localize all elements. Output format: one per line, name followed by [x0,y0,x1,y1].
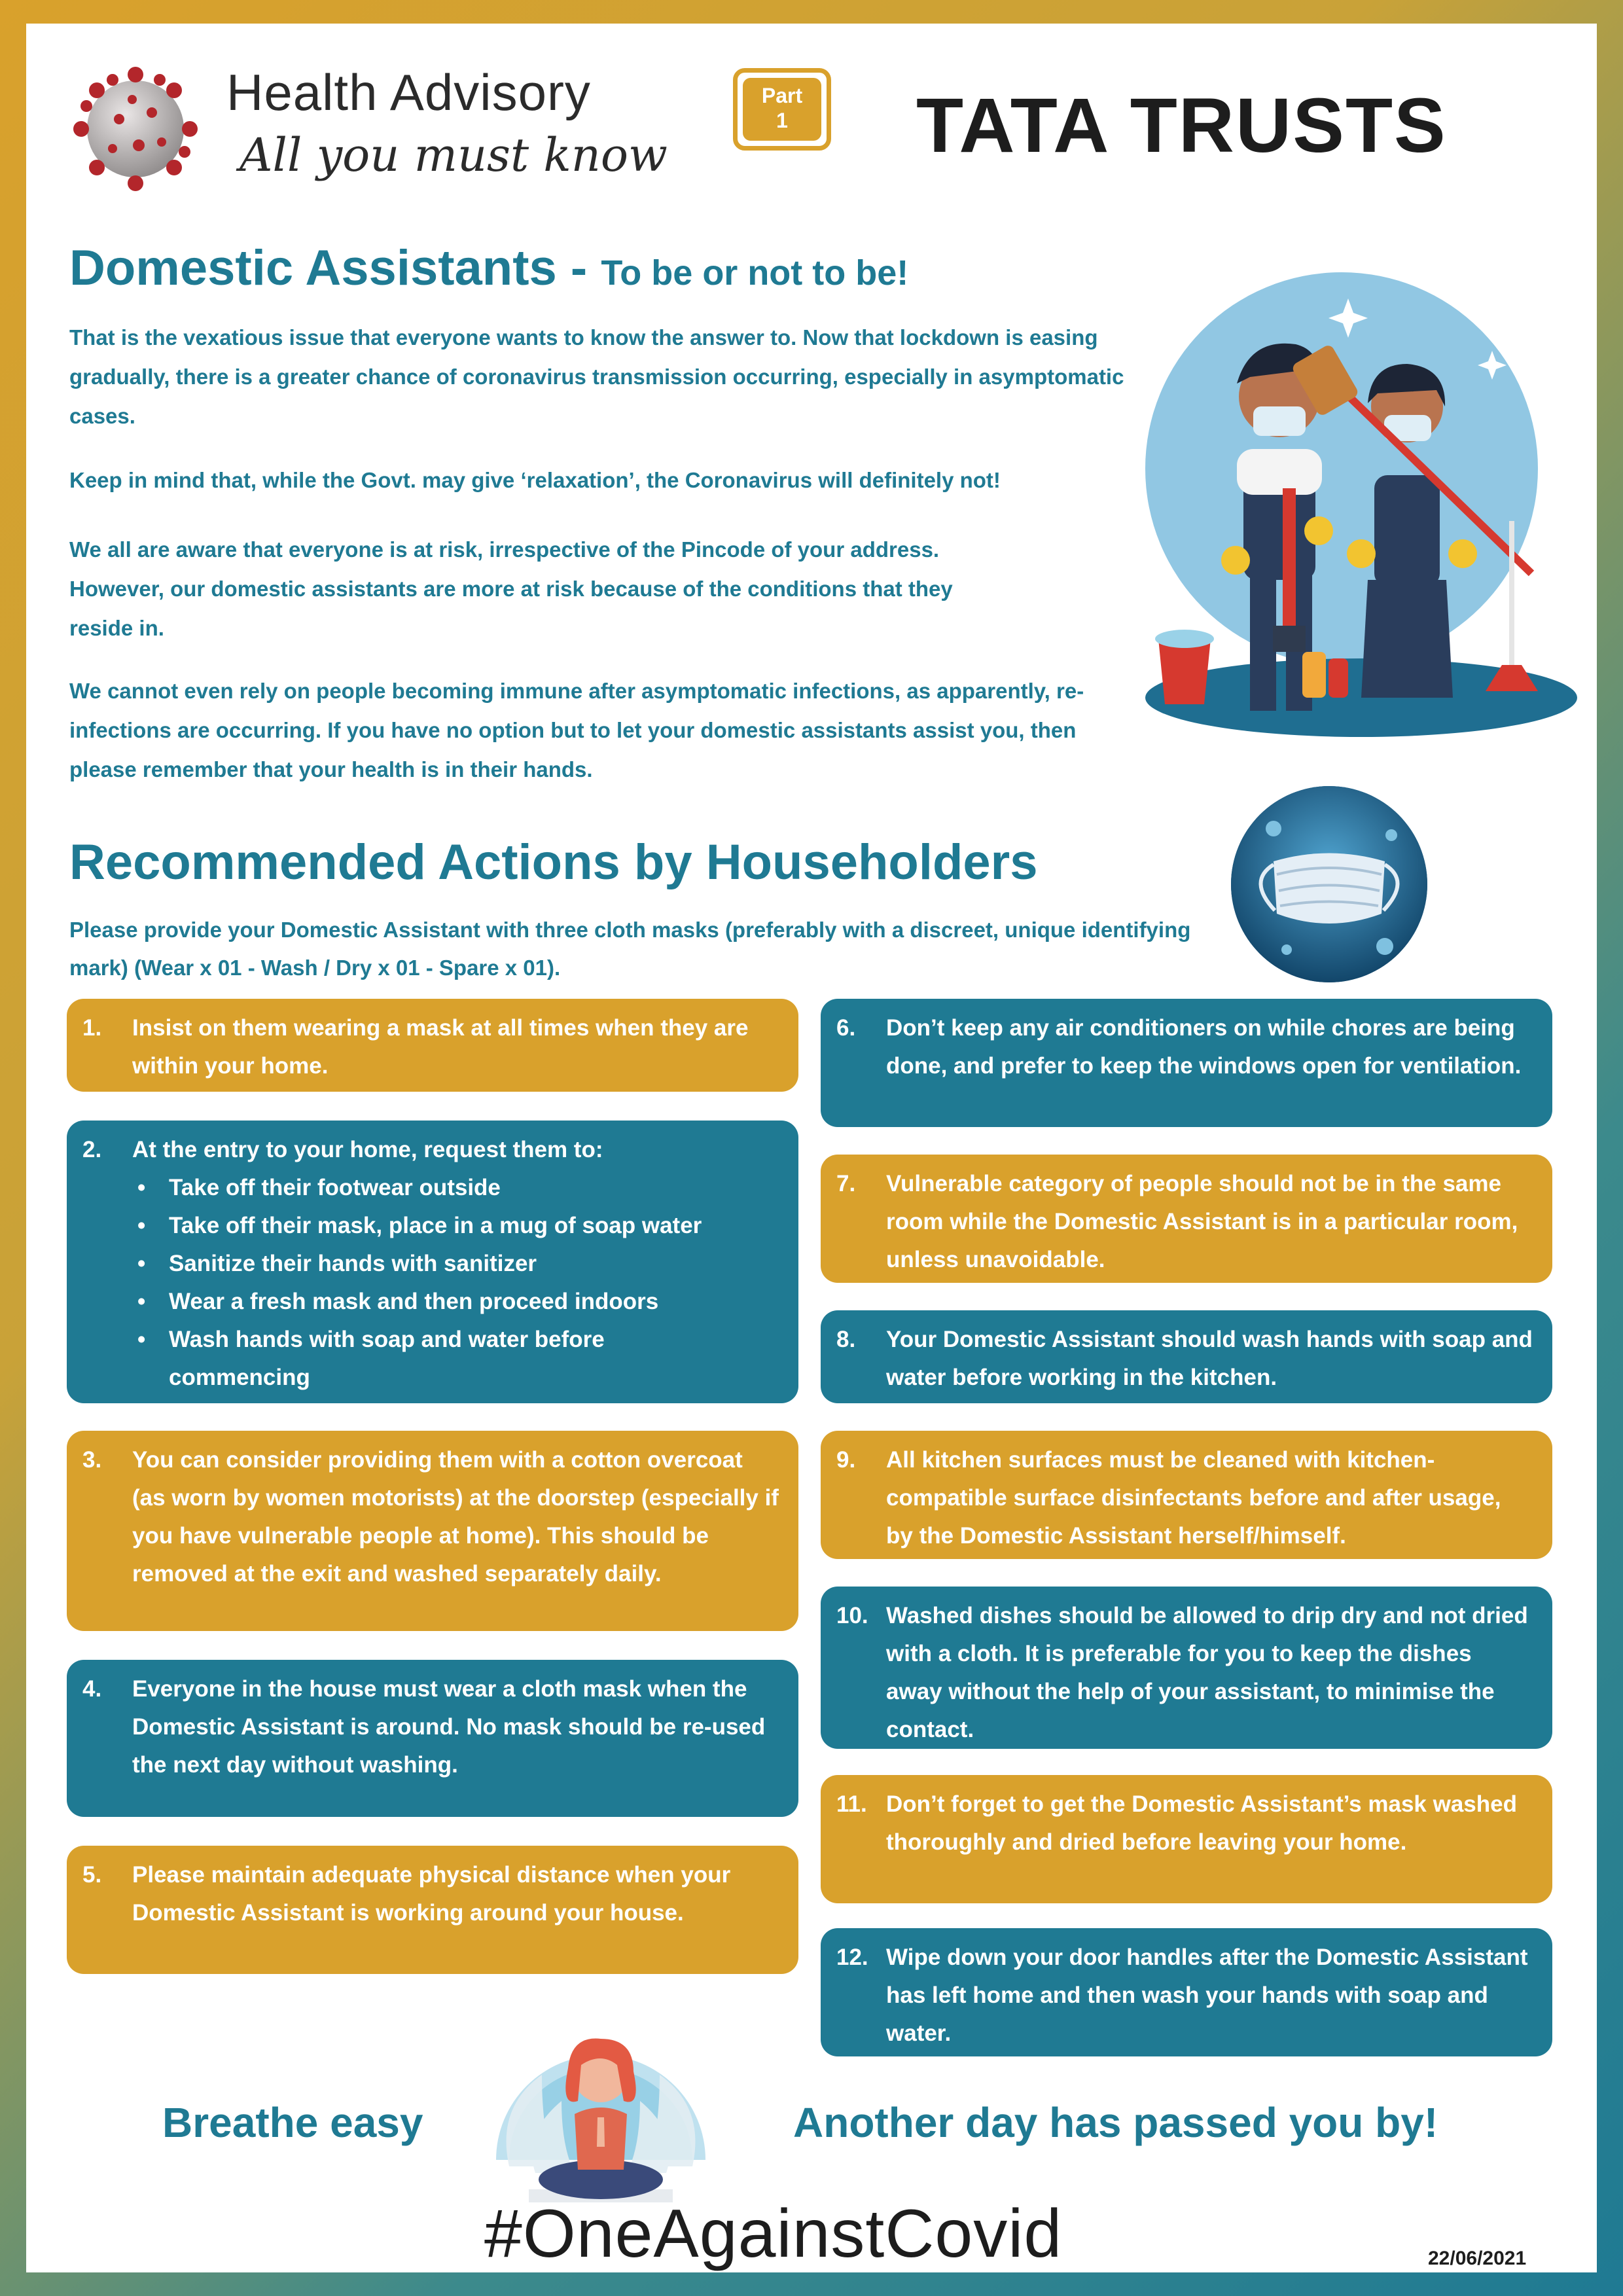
card-text: Don’t keep any air conditioners on while chores are being done, and prefer to keep the windows open for ventilation. [886,1015,1522,1079]
recommendation-card [67,1121,798,1403]
card-text: You can consider providing them with a cotton overcoat (as worn by women motorists) at the doorstep (especially if you have vulnerable people at home). This should be removed at the exit and washed separately daily. [132,1447,779,1587]
card-text: Don’t forget to get the Domestic Assistant’s mask washed thoroughly and dried before leaving your home. [886,1791,1517,1855]
section-title-recommended: Recommended Actions by Householders [69,834,1038,890]
recommendation-card [821,1155,1552,1283]
list-item: • Wear a fresh mask and then proceed indoors [132,1283,779,1321]
entry-steps-list [132,1169,779,1397]
recommended-note: Please provide your Domestic Assistant with three cloth masks (preferably with a discreet, unique identifying mark) (Wear x 01 - Wash / Dry x 01 - Spare x 01). [69,918,1191,980]
intro-paragraph: Keep in mind that, while the Govt. may give ‘relaxation’, the Coronavirus will definitely not! [69,468,1001,492]
face-mask-icon [1228,783,1431,986]
card-number: 12. [836,1945,868,1970]
another-day-text: Another day has passed you by! [793,2099,1438,2146]
intro-paragraph: That is the vexatious issue that everyone wants to know the answer to. Now that lockdown is easing gradually, there is a greater chance of coronavirus transmission occurring, especially in asymptomatic cases. [69,325,1124,428]
recommendation-card [67,999,798,1092]
recommendation-card [821,1928,1552,2056]
card-text: Wipe down your door handles after the Domestic Assistant has left home and then wash your hands with soap and water. [886,1945,1528,2046]
card-number: 9. [836,1447,856,1473]
intro-paragraph: We cannot even rely on people becoming immune after asymptomatic infections, as apparently, re-infections are occurring. If you have no option but to let your domestic assistants assist you, then please remember that your health is in their hands. [69,679,1084,781]
list-item: • Take off their mask, place in a mug of soap water [132,1207,779,1245]
card-number: 4. [82,1676,102,1702]
list-item: • Take off their footwear outside [132,1169,779,1207]
domestic-assistants-illustration [1086,272,1584,757]
brand-logo-text: TATA TRUSTS [916,82,1447,169]
card-number: 2. [82,1137,102,1162]
card-number: 11. [836,1791,867,1817]
card-number: 1. [82,1015,102,1041]
intro-paragraph: We all are aware that everyone is at risk, irrespective of the Pincode of your address. However, our domestic assistants are more at risk because of the conditions that they reside in. [69,537,953,640]
recommendation-card [821,1431,1552,1559]
section-title-domestic-assistants [69,240,908,296]
card-text: Please maintain adequate physical distance when your Domestic Assistant is working around your house. [132,1862,731,1926]
card-text: Your Domestic Assistant should wash hands with soap and water before working in the kitchen. [886,1327,1533,1390]
card-text: Washed dishes should be allowed to drip dry and not dried with a cloth. It is preferable for you to keep the dishes away without the help of your assistant, to minimise the contact. [886,1603,1528,1742]
recommendation-card [67,1431,798,1631]
meditation-illustration [470,2003,732,2225]
breathe-easy-text: Breathe easy [162,2099,423,2146]
card-number: 6. [836,1015,856,1041]
section-title-main: Domestic Assistants - [69,240,601,296]
part-label: Part [761,84,803,107]
card-number: 10. [836,1603,868,1628]
card-number: 8. [836,1327,856,1352]
coronavirus-icon [67,60,204,198]
card-text: Vulnerable category of people should not be in the same room while the Domestic Assistant is in a particular room, unless unavoidable. [886,1171,1518,1272]
recommendation-card [67,1846,798,1974]
list-item: • Wash hands with soap and water before commencing [132,1321,627,1397]
publish-date: 22/06/2021 [1428,2248,1527,2269]
card-text: At the entry to your home, request them to: [132,1137,603,1162]
card-number: 5. [82,1862,102,1888]
card-number: 3. [82,1447,102,1473]
part-badge [733,68,831,151]
recommendation-card [821,1775,1552,1903]
card-text: Insist on them wearing a mask at all times when they are within your home. [132,1015,749,1079]
section-title-tag: To be or not to be! [601,253,909,293]
recommendation-card [821,999,1552,1127]
advisory-page [26,24,1597,2272]
recommendation-card [821,1587,1552,1749]
recommendation-card [821,1310,1552,1403]
advisory-subtitle: All you must know [240,128,668,182]
list-item: • Sanitize their hands with sanitizer [132,1245,779,1283]
part-number: 1 [776,109,788,132]
campaign-hashtag: #OneAgainstCovid [484,2196,1063,2272]
card-text: All kitchen surfaces must be cleaned with kitchen-compatible surface disinfectants before and after usage, by the Domestic Assistant herself/himself. [886,1447,1501,1549]
card-number: 7. [836,1171,856,1196]
recommendation-card [67,1660,798,1817]
advisory-title: Health Advisory [226,63,591,121]
card-text: Everyone in the house must wear a cloth mask when the Domestic Assistant is around. No mask should be re-used the next day without washing. [132,1676,766,1778]
